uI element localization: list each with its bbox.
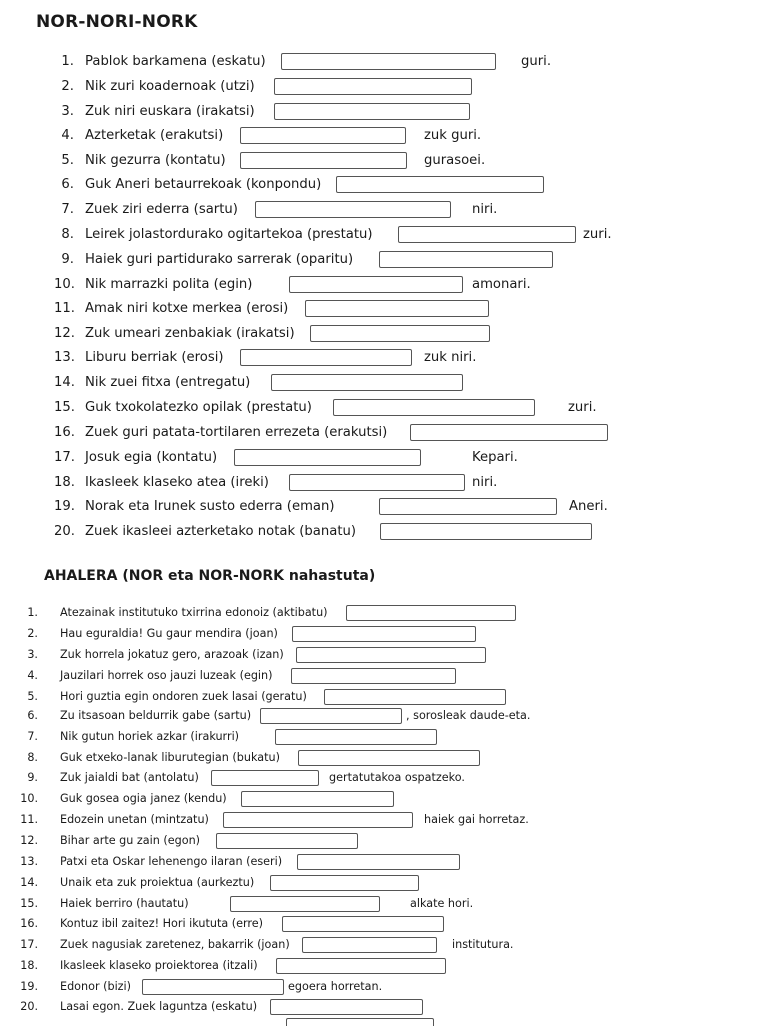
item-sentence: Edonor (bizi) xyxy=(60,980,132,993)
answer-input[interactable] xyxy=(333,399,535,416)
item-suffix: niri. xyxy=(472,202,498,217)
item-number: 12. xyxy=(54,326,75,341)
item-sentence: Nik marrazki polita (egin) xyxy=(85,277,253,292)
item-sentence: Zuk niri euskara (irakatsi) xyxy=(85,104,255,119)
item-sentence: Zuek ziri ederra (sartu) xyxy=(85,202,238,217)
exercise-row xyxy=(0,52,768,72)
exercise-row xyxy=(0,997,768,1017)
item-number: 2. xyxy=(27,627,38,640)
exercise-row xyxy=(0,373,768,393)
item-number: 17. xyxy=(20,938,38,951)
exercise-row xyxy=(0,894,768,914)
answer-input[interactable] xyxy=(289,474,465,491)
exercise-row xyxy=(0,810,768,830)
item-sentence: Bihar arte gu zain (egon) xyxy=(60,834,201,847)
item-sentence: Zuk umeari zenbakiak (irakatsi) xyxy=(85,326,295,341)
answer-input[interactable] xyxy=(274,103,470,120)
item-suffix: Kepari. xyxy=(472,450,518,465)
answer-input[interactable] xyxy=(211,770,319,786)
item-number: 19. xyxy=(54,499,75,514)
item-number: 14. xyxy=(54,375,75,390)
item-sentence: Liburu berriak (erosi) xyxy=(85,350,224,365)
item-number: 8. xyxy=(27,751,38,764)
item-number: 12. xyxy=(20,834,38,847)
item-sentence: Pablok barkamena (eskatu) xyxy=(85,54,266,69)
answer-input[interactable] xyxy=(271,374,463,391)
exercise-row xyxy=(0,603,768,623)
answer-input[interactable] xyxy=(281,53,496,70)
item-number: 3. xyxy=(27,648,38,661)
item-suffix: alkate hori. xyxy=(410,897,474,910)
item-suffix: gurasoei. xyxy=(424,153,486,168)
item-suffix: institutura. xyxy=(452,938,514,951)
item-suffix: zuri. xyxy=(583,227,612,242)
answer-input[interactable] xyxy=(255,201,451,218)
item-number: 6. xyxy=(27,709,38,722)
item-number: 7. xyxy=(27,730,38,743)
item-number: 15. xyxy=(54,400,75,415)
item-number: 20. xyxy=(54,524,75,539)
item-sentence: Josuk egia (kontatu) xyxy=(85,450,218,465)
cut-off-row xyxy=(36,1018,436,1026)
exercise-row xyxy=(0,852,768,872)
item-sentence: Guk gosea ogia janez (kendu) xyxy=(60,792,227,805)
answer-input[interactable] xyxy=(230,896,380,912)
answer-input[interactable] xyxy=(291,668,456,684)
item-sentence: Guk txokolatezko opilak (prestatu) xyxy=(85,400,312,415)
item-sentence: Nik zuri koadernoak (utzi) xyxy=(85,79,255,94)
answer-input[interactable] xyxy=(346,605,516,621)
item-sentence: Azterketak (erakutsi) xyxy=(85,128,224,143)
item-sentence: Zu itsasoan beldurrik gabe (sartu) xyxy=(60,709,252,722)
exercise-row xyxy=(0,77,768,97)
item-suffix: gertatutakoa ospatzeko. xyxy=(329,771,465,784)
item-sentence: Zuek guri patata-tortilaren errezeta (erakutsi) xyxy=(85,425,388,440)
answer-input[interactable] xyxy=(398,226,576,243)
item-number: 15. xyxy=(20,897,38,910)
item-number: 10. xyxy=(54,277,75,292)
item-number: 11. xyxy=(54,301,75,316)
answer-input[interactable] xyxy=(298,750,480,766)
item-number: 6. xyxy=(61,177,74,192)
exercise-row xyxy=(0,175,768,195)
item-number: 18. xyxy=(54,475,75,490)
exercise-row xyxy=(0,250,768,270)
exercise-row xyxy=(0,324,768,344)
item-sentence: Lasai egon. Zuek laguntza (eskatu) xyxy=(60,1000,258,1013)
item-sentence: Hau eguraldia! Gu gaur mendira (joan) xyxy=(60,627,278,640)
answer-input[interactable] xyxy=(336,176,544,193)
exercise-row xyxy=(0,831,768,851)
item-sentence: Haiek guri partidurako sarrerak (oparitu) xyxy=(85,252,354,267)
item-number: 17. xyxy=(54,450,75,465)
exercise-row xyxy=(0,789,768,809)
exercise-row xyxy=(0,200,768,220)
item-sentence: Ikasleek klaseko proiektorea (itzali) xyxy=(60,959,258,972)
answer-input[interactable] xyxy=(270,999,423,1015)
exercise-row xyxy=(0,348,768,368)
item-sentence: Zuek nagusiak zaretenez, bakarrik (joan) xyxy=(60,938,290,951)
exercise-row xyxy=(0,225,768,245)
item-sentence: Zuk jaialdi bat (antolatu) xyxy=(60,771,199,784)
item-number: 16. xyxy=(20,917,38,930)
answer-input[interactable] xyxy=(379,251,553,268)
exercise-row xyxy=(0,687,768,707)
exercise-row xyxy=(0,448,768,468)
answer-input[interactable] xyxy=(289,276,463,293)
exercise-row xyxy=(0,497,768,517)
answer-input[interactable] xyxy=(240,127,406,144)
item-number: 4. xyxy=(61,128,74,143)
item-sentence: Zuek ikasleei azterketako notak (banatu) xyxy=(85,524,356,539)
answer-input[interactable] xyxy=(324,689,506,705)
item-number: 5. xyxy=(27,690,38,703)
item-number: 8. xyxy=(61,227,74,242)
item-suffix: zuri. xyxy=(568,400,597,415)
item-number: 9. xyxy=(61,252,74,267)
answer-input[interactable] xyxy=(286,1018,434,1026)
item-number: 1. xyxy=(61,54,74,69)
exercise-row xyxy=(0,666,768,686)
exercise-row xyxy=(0,473,768,493)
item-sentence: Zuk horrela jokatuz gero, arazoak (izan) xyxy=(60,648,284,661)
exercise-row xyxy=(0,102,768,122)
item-suffix: egoera horretan. xyxy=(288,980,383,993)
item-sentence: Leirek jolastordurako ogitartekoa (prestatu) xyxy=(85,227,373,242)
item-sentence: Kontuz ibil zaitez! Hori ikututa (erre) xyxy=(60,917,264,930)
exercise-row xyxy=(0,645,768,665)
exercise-row xyxy=(0,522,768,542)
item-sentence: Nik gezurra (kontatu) xyxy=(85,153,226,168)
exercise-row xyxy=(0,956,768,976)
exercise-row xyxy=(0,935,768,955)
item-number: 13. xyxy=(54,350,75,365)
item-number: 2. xyxy=(61,79,74,94)
item-sentence: Guk etxeko-lanak liburutegian (bukatu) xyxy=(60,751,280,764)
item-number: 9. xyxy=(27,771,38,784)
answer-input[interactable] xyxy=(297,854,460,870)
exercise-row xyxy=(0,151,768,171)
answer-input[interactable] xyxy=(302,937,437,953)
exercise-row xyxy=(0,768,768,788)
item-sentence: Nik zuei fitxa (entregatu) xyxy=(85,375,251,390)
exercise-row xyxy=(0,126,768,146)
answer-input[interactable] xyxy=(240,349,412,366)
item-number: 1. xyxy=(27,606,38,619)
item-number: 16. xyxy=(54,425,75,440)
item-suffix: niri. xyxy=(472,475,498,490)
item-number: 3. xyxy=(61,104,74,119)
item-suffix: Aneri. xyxy=(569,499,608,514)
exercise-row xyxy=(0,299,768,319)
item-suffix: , sorosleak daude-eta. xyxy=(406,709,531,722)
item-sentence: Haiek berriro (hautatu) xyxy=(60,897,189,910)
item-sentence: Amak niri kotxe merkea (erosi) xyxy=(85,301,289,316)
item-suffix: zuk guri. xyxy=(424,128,482,143)
exercise-row xyxy=(0,706,768,726)
item-number: 19. xyxy=(20,980,38,993)
exercise-row xyxy=(0,275,768,295)
section-1-title: NOR-NORI-NORK xyxy=(36,12,198,32)
item-sentence: Guk Aneri betaurrekoak (konpondu) xyxy=(85,177,322,192)
item-suffix: zuk niri. xyxy=(424,350,477,365)
exercise-row xyxy=(0,748,768,768)
exercise-row xyxy=(0,727,768,747)
answer-input[interactable] xyxy=(410,424,608,441)
item-sentence: Patxi eta Oskar lehenengo ilaran (eseri) xyxy=(60,855,283,868)
item-number: 14. xyxy=(20,876,38,889)
answer-input[interactable] xyxy=(292,626,476,642)
answer-input[interactable] xyxy=(223,812,413,828)
item-number: 7. xyxy=(61,202,74,217)
item-sentence: Edozein unetan (mintzatu) xyxy=(60,813,209,826)
item-sentence: Hori guztia egin ondoren zuek lasai (geratu) xyxy=(60,690,307,703)
answer-input[interactable] xyxy=(282,916,444,932)
item-number: 13. xyxy=(20,855,38,868)
item-number: 20. xyxy=(20,1000,38,1013)
exercise-row xyxy=(0,398,768,418)
answer-input[interactable] xyxy=(270,875,419,891)
answer-input[interactable] xyxy=(296,647,486,663)
item-sentence: Ikasleek klaseko atea (ireki) xyxy=(85,475,269,490)
item-sentence: Norak eta Irunek susto ederra (eman) xyxy=(85,499,335,514)
item-suffix: guri. xyxy=(521,54,552,69)
answer-input[interactable] xyxy=(275,729,437,745)
item-sentence: Atezainak institutuko txirrina edonoiz (aktibatu) xyxy=(60,606,328,619)
answer-input[interactable] xyxy=(241,791,394,807)
exercise-row xyxy=(0,914,768,934)
answer-input[interactable] xyxy=(379,498,557,515)
item-number: 11. xyxy=(20,813,38,826)
item-number: 18. xyxy=(20,959,38,972)
answer-input[interactable] xyxy=(310,325,490,342)
item-number: 4. xyxy=(27,669,38,682)
exercise-row xyxy=(0,423,768,443)
item-number: 10. xyxy=(20,792,38,805)
item-number: 5. xyxy=(61,153,74,168)
answer-input[interactable] xyxy=(234,449,421,466)
item-suffix: haiek gai horretaz. xyxy=(424,813,529,826)
answer-input[interactable] xyxy=(216,833,358,849)
answer-input[interactable] xyxy=(305,300,489,317)
exercise-row xyxy=(0,624,768,644)
answer-input[interactable] xyxy=(260,708,402,724)
item-suffix: amonari. xyxy=(472,277,531,292)
answer-input[interactable] xyxy=(380,523,592,540)
exercise-row xyxy=(0,873,768,893)
item-sentence: Unaik eta zuk proiektua (aurkeztu) xyxy=(60,876,255,889)
answer-input[interactable] xyxy=(274,78,472,95)
answer-input[interactable] xyxy=(276,958,446,974)
answer-input[interactable] xyxy=(240,152,407,169)
section-2-title: AHALERA (NOR eta NOR-NORK nahastuta) xyxy=(44,568,376,584)
answer-input[interactable] xyxy=(142,979,284,995)
item-sentence: Nik gutun horiek azkar (irakurri) xyxy=(60,730,240,743)
exercise-row xyxy=(0,977,768,997)
item-sentence: Jauzilari horrek oso jauzi luzeak (egin) xyxy=(60,669,273,682)
